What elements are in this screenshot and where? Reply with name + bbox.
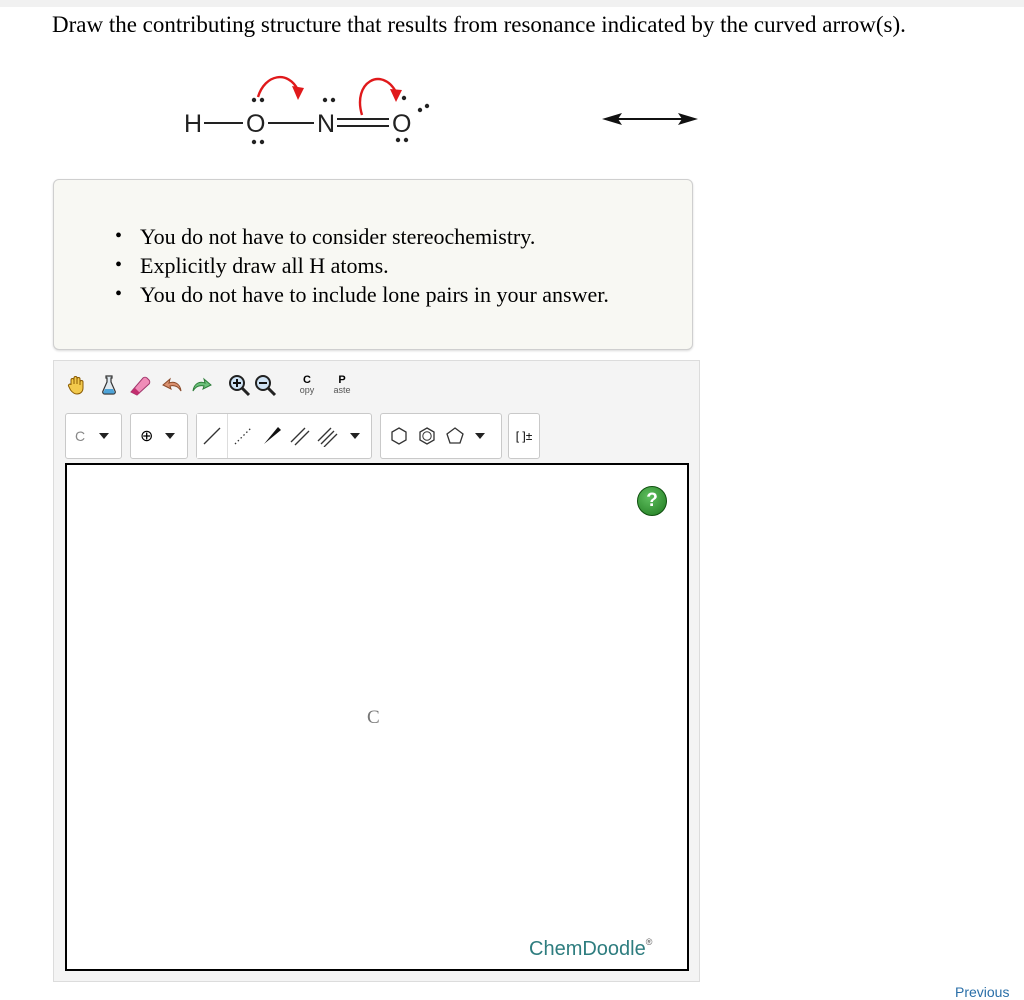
undo-tool[interactable] [160, 371, 186, 399]
paste-label-top: P [338, 374, 346, 386]
atom-n: N [317, 110, 336, 138]
flask-icon [97, 373, 121, 397]
ring-tools [380, 413, 502, 459]
eraser-icon [128, 373, 154, 397]
hints-list [140, 222, 609, 309]
copy-button[interactable] [292, 371, 322, 399]
atom-o1: O [246, 110, 266, 138]
paste-button[interactable] [326, 371, 358, 399]
redo-tool[interactable] [188, 371, 214, 399]
zoom-out-icon [253, 373, 277, 397]
chevron-down-icon[interactable] [475, 433, 485, 439]
zoom-in-tool[interactable] [226, 371, 252, 399]
molecule-structure [170, 60, 450, 160]
hand-tool[interactable] [64, 371, 90, 399]
redo-icon [188, 373, 214, 397]
single-bond-icon [201, 425, 223, 447]
brackets-icon: [ ]± [515, 429, 533, 443]
curved-arrow-2-head [390, 89, 402, 102]
wedge-bond-icon [261, 425, 283, 447]
curved-arrow-1-head [292, 86, 304, 100]
single-bond-tool[interactable] [197, 414, 228, 458]
benzene-icon [417, 426, 437, 446]
hint-item: • Explicitly draw all H atoms. [140, 251, 609, 280]
erase-tool[interactable] [128, 371, 154, 399]
brand-name: ChemDoodle [529, 938, 646, 960]
copy-label-top: C [303, 374, 311, 386]
atom-h: H [184, 110, 203, 138]
brackets-tool[interactable] [508, 413, 540, 459]
hint-item: • You do not have to consider stereochemistry. [140, 222, 609, 251]
cyclohexane-tool[interactable] [385, 426, 413, 446]
undo-icon [160, 373, 186, 397]
triple-bond-tool[interactable] [314, 414, 342, 458]
charge-dropdown[interactable] [130, 413, 188, 459]
question-text: Draw the contributing structure that results from resonance indicated by the curved arrow(s). [52, 12, 906, 37]
registered-mark: ® [645, 937, 653, 947]
top-bar [0, 0, 1024, 7]
pentagon-icon [445, 426, 465, 446]
hint-item: • You do not have to include lone pairs in your answer. [140, 280, 609, 309]
atom-o2: O [392, 110, 412, 138]
chevron-down-icon [165, 433, 175, 439]
double-bond-icon [289, 425, 311, 447]
zoom-out-tool[interactable] [252, 371, 278, 399]
chevron-down-icon [99, 433, 109, 439]
bond-tools [196, 413, 372, 459]
paste-label-bottom: aste [333, 385, 351, 395]
curved-arrow-2 [360, 79, 396, 115]
hand-icon [65, 373, 89, 397]
copy-label-bottom: opy [299, 385, 315, 395]
cyclopentane-tool[interactable] [441, 426, 469, 446]
chemdoodle-logo [529, 937, 652, 961]
curved-arrow-1 [258, 77, 298, 97]
charge-icon: ⊕ [140, 428, 154, 445]
dashed-bond-icon [232, 425, 254, 447]
wedge-bond-tool[interactable] [258, 414, 286, 458]
chevron-down-icon[interactable] [350, 433, 360, 439]
triple-bond-icon [317, 425, 339, 447]
double-bond-tool[interactable] [286, 414, 314, 458]
help-button[interactable]: ? [637, 486, 667, 516]
dashed-bond-tool[interactable] [228, 414, 258, 458]
previous-button[interactable] [955, 984, 1009, 1000]
toolbar-row-1 [64, 370, 358, 400]
hexagon-icon [389, 426, 409, 446]
resonance-arrow [600, 108, 700, 130]
zoom-in-icon [227, 373, 251, 397]
previous-label: Previous [955, 984, 1010, 1000]
hints-box [53, 179, 693, 350]
canvas-atom-carbon[interactable]: C [367, 707, 380, 728]
clear-tool[interactable] [96, 371, 122, 399]
drawing-canvas[interactable] [65, 463, 689, 971]
benzene-tool[interactable] [413, 426, 441, 446]
element-dropdown[interactable] [65, 413, 122, 459]
element-selected: C [75, 428, 86, 444]
